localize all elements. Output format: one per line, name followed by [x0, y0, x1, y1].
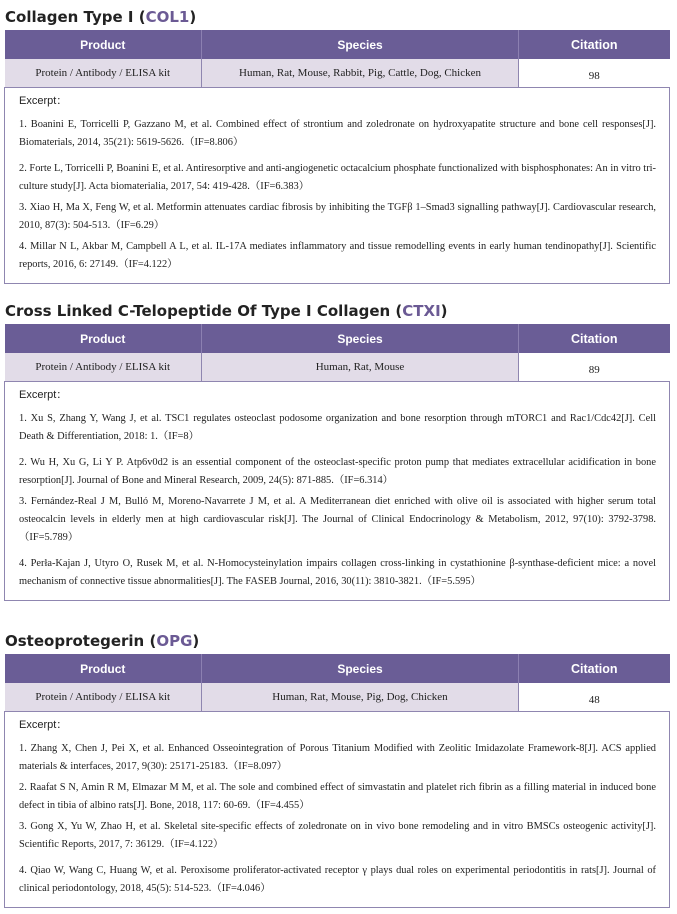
reference-item: 2. Forte L, Torricelli P, Boanini E, et al. Antiresorptive and anti-angiogenetic octacalcium phosphate functionalized with bisphosphonates: An in vitro tri-culture study[J]. Acta biomaterialia, 2017, 54: 419-428.（IF=6.383）: [19, 163, 656, 192]
header-product: Product: [5, 324, 202, 353]
reference-item: 3. Xiao H, Ma X, Feng W, et al. Metformin attenuates cardiac fibrosis by inhibiting the TGFβ 1–Smad3 signalling pathway[J]. Cardiovascular research, 2010, 87(3): 504-513.（IF=6.29）: [19, 202, 656, 231]
section-title: Cross Linked C-Telopeptide Of Type I Collagen (CTXI): [5, 302, 448, 320]
section-title: Osteoprotegerin (OPG): [5, 632, 200, 650]
product-cell: Protein / Antibody / ELISA kit: [5, 683, 202, 712]
section-opg: [4, 632, 669, 908]
product-table: [4, 654, 670, 908]
reference-item: 2. Wu H, Xu G, Li Y P. Atp6v0d2 is an essential component of the osteoclast-specific proton pump that mediates extracellular acidification in bone resorption[J]. Journal of Bone and Mineral Research, 2009, 24(5): 871-885.（IF=6.314）: [19, 457, 656, 486]
section-abbr: OPG: [156, 632, 193, 650]
reference-item: 3. Fernández-Real J M, Bulló M, Moreno-Navarrete J M, et al. A Mediterranean diet enriched with olive oil is associated with higher serum total osteocalcin levels in elderly men at high cardiovascular risk[J]. The Journal of Clinical Endocrinology & Metabolism, 2012, 97(10): 3792-3798.（IF=5.789）: [19, 496, 656, 543]
section-ctxi: [4, 302, 669, 601]
citation-cell: 48: [519, 683, 670, 712]
section-abbr: CTXI: [402, 302, 441, 320]
reference-item: 3. Gong X, Yu W, Zhao H, et al. Skeletal site-specific effects of zoledronate on in vivo bone remodeling and in vitro BMSCs osteogenic activity[J]. Scientific Reports, 2017, 7: 36129.（IF=4.122）: [19, 821, 656, 850]
reference-item: 4. Qiao W, Wang C, Huang W, et al. Peroxisome proliferator-activated receptor γ plays dual roles on experimental periodontitis in rats[J]. Journal of clinical periodontology, 2018, 45(5): 514-523.（IF=4.046）: [19, 865, 656, 894]
excerpt-box: [5, 712, 670, 908]
header-product: Product: [5, 30, 202, 59]
excerpt-box: [5, 88, 670, 284]
species-cell: Human, Rat, Mouse: [202, 353, 519, 382]
header-product: Product: [5, 654, 202, 683]
header-species: Species: [202, 30, 519, 59]
reference-item: 4. Perła-Kajan J, Utyro O, Rusek M, et al. N-Homocysteinylation impairs collagen cross-linking in cystathionine β-synthase-deficient mice: a novel mechanism of connective tissue abnormalities[J]. The FASEB Journal, 2016, 30(11): 3810-3821.（IF=5.595）: [19, 558, 656, 587]
product-table: [4, 324, 670, 601]
excerpt-label: Excerpt：: [19, 95, 68, 107]
excerpt-label: Excerpt：: [19, 389, 68, 401]
species-cell: Human, Rat, Mouse, Rabbit, Pig, Cattle, Dog, Chicken: [202, 59, 519, 88]
citation-cell: 98: [519, 59, 670, 88]
header-citation: Citation: [519, 324, 670, 353]
citation-cell: 89: [519, 353, 670, 382]
reference-item: 2. Raafat S N, Amin R M, Elmazar M M, et al. The sole and combined effect of simvastatin and platelet rich fibrin as a filling material in induced bone defect in tibia of albino rats[J]. Bone, 2018, 117: 60-69.（IF=4.455）: [19, 782, 656, 811]
product-cell: Protein / Antibody / ELISA kit: [5, 59, 202, 88]
excerpt-label: Excerpt：: [19, 719, 68, 731]
section-col1: [4, 8, 669, 284]
header-citation: Citation: [519, 30, 670, 59]
header-species: Species: [202, 654, 519, 683]
reference-item: 4. Millar N L, Akbar M, Campbell A L, et al. IL-17A mediates inflammatory and tissue remodelling events in early human tendinopathy[J]. Scientific reports, 2016, 6: 27149.（IF=4.122）: [19, 241, 656, 270]
species-cell: Human, Rat, Mouse, Pig, Dog, Chicken: [202, 683, 519, 712]
excerpt-box: [5, 382, 670, 601]
reference-item: 1. Boanini E, Torricelli P, Gazzano M, et al. Combined effect of strontium and zoledronate on hydroxyapatite structure and bone cell responses[J]. Biomaterials, 2014, 35(21): 5619-5626.（IF=8.806）: [19, 119, 656, 148]
section-abbr: COL1: [145, 8, 190, 26]
reference-item: 1. Zhang X, Chen J, Pei X, et al. Enhanced Osseointegration of Porous Titanium Modified with Zeolitic Imidazolate Framework-8[J]. ACS applied materials & interfaces, 2017, 9(30): 25171-25183.（IF=8.097）: [19, 743, 656, 772]
product-cell: Protein / Antibody / ELISA kit: [5, 353, 202, 382]
product-table: [4, 30, 670, 284]
header-species: Species: [202, 324, 519, 353]
reference-item: 1. Xu S, Zhang Y, Wang J, et al. TSC1 regulates osteoclast podosome organization and bone resorption through mTORC1 and Rac1/Cdc42[J]. Cell Death & Differentiation, 2018: 1.（IF=8）: [19, 413, 656, 442]
section-title: Collagen Type I (COL1): [5, 8, 197, 26]
header-citation: Citation: [519, 654, 670, 683]
